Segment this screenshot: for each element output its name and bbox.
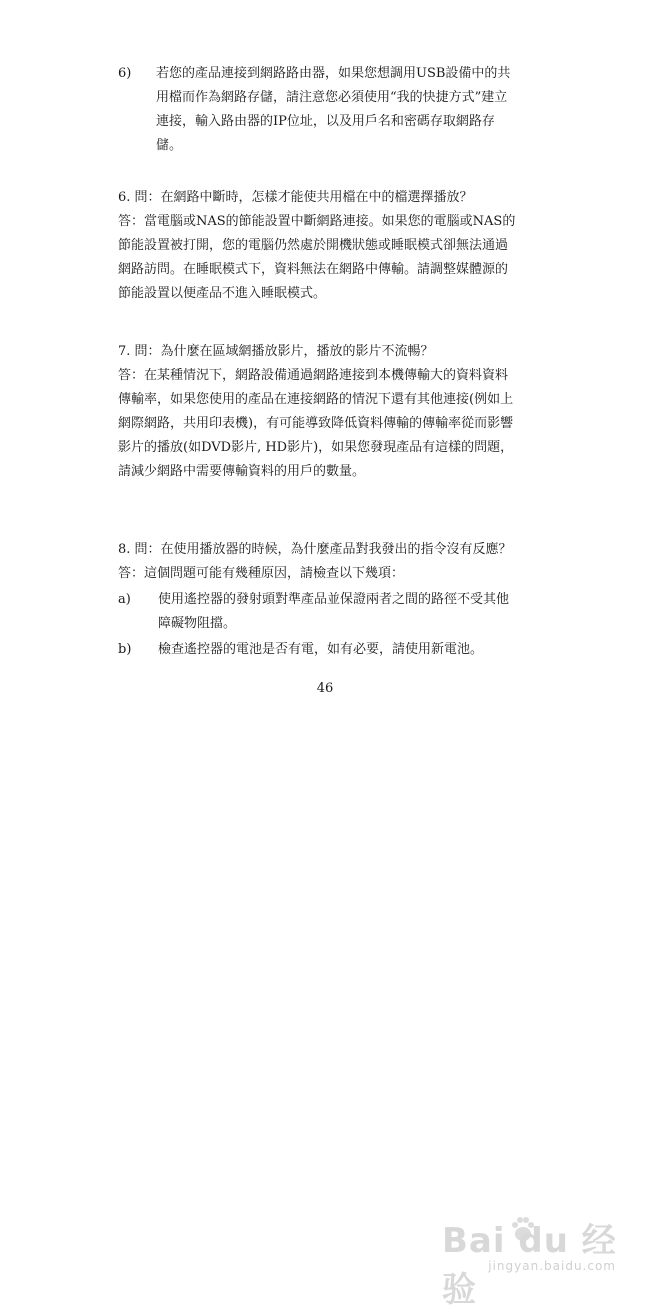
faq-8-answer-intro: 答：這個問題可能有幾種原因，請檢查以下幾項： bbox=[118, 566, 405, 581]
faq-8-item-b-text: 檢查遙控器的電池是否有電，如有必要，請使用新電池。 bbox=[158, 642, 484, 657]
faq-7 bbox=[118, 340, 518, 484]
faq-8-item-b-label: b) bbox=[118, 642, 132, 657]
faq-8-item-a-text: 使用遙控器的發射頭對準產品並保證兩者之間的路徑不受其他障礙物阻擋。 bbox=[158, 592, 510, 631]
faq-6-question: 6. 問：在網路中斷時，怎樣才能使共用檔在中的檔選擇播放？ bbox=[118, 190, 473, 205]
faq-8 bbox=[118, 538, 518, 662]
item-6-number: 6) bbox=[118, 66, 132, 81]
page-number: 46 bbox=[316, 681, 334, 696]
faq-7-question: 7. 問：為什麼在區域網播放影片，播放的影片不流暢？ bbox=[118, 344, 434, 359]
baidu-watermark bbox=[442, 1213, 622, 1310]
faq-8-item-a bbox=[118, 588, 518, 636]
faq-8-item-a-label: a) bbox=[118, 592, 131, 607]
faq-6-answer: 答：當電腦或NAS的節能設置中斷網路連接。如果您的電腦或NAS的節能設置被打開，您的電腦仍然處於開機狀態或睡眠模式卻無法通過網路訪問。在睡眠模式下，資料無法在網路中傳輸。請調整媒體源的節能設置以便產品不進入睡眠模式。 bbox=[118, 214, 516, 301]
item-6-text: 若您的產品連接到網路路由器，如果您想調用USB設備中的共用檔而作為網路存儲，請注意您必須使用“我的快捷方式”建立連接，輸入路由器的IP位址，以及用戶名和密碼存取網路存儲。 bbox=[156, 66, 511, 153]
faq-6 bbox=[118, 186, 518, 306]
faq-7-answer: 答：在某種情況下，網路設備通過網路連接到本機傳輸大的資料資料傳輸率，如果您使用的產品在連接網路的情況下還有其他連接(例如上網際網路，共用印表機)，有可能導致降低資料傳輸的傳輸率從而影響影片的播放(如DVD影片, HD影片)，如果您發現產品有這樣的問題，請減少網路中需要傳輸資料的用戶的數量。 bbox=[118, 368, 514, 479]
watermark-logo: Bai du 经验 bbox=[442, 1221, 617, 1310]
item-6 bbox=[118, 62, 518, 158]
watermark-url: jingyan.baidu.com bbox=[488, 1259, 616, 1273]
faq-8-item-b bbox=[118, 638, 518, 662]
faq-8-question: 8. 問：在使用播放器的時候，為什麼產品對我發出的指令沒有反應？ bbox=[118, 542, 512, 557]
